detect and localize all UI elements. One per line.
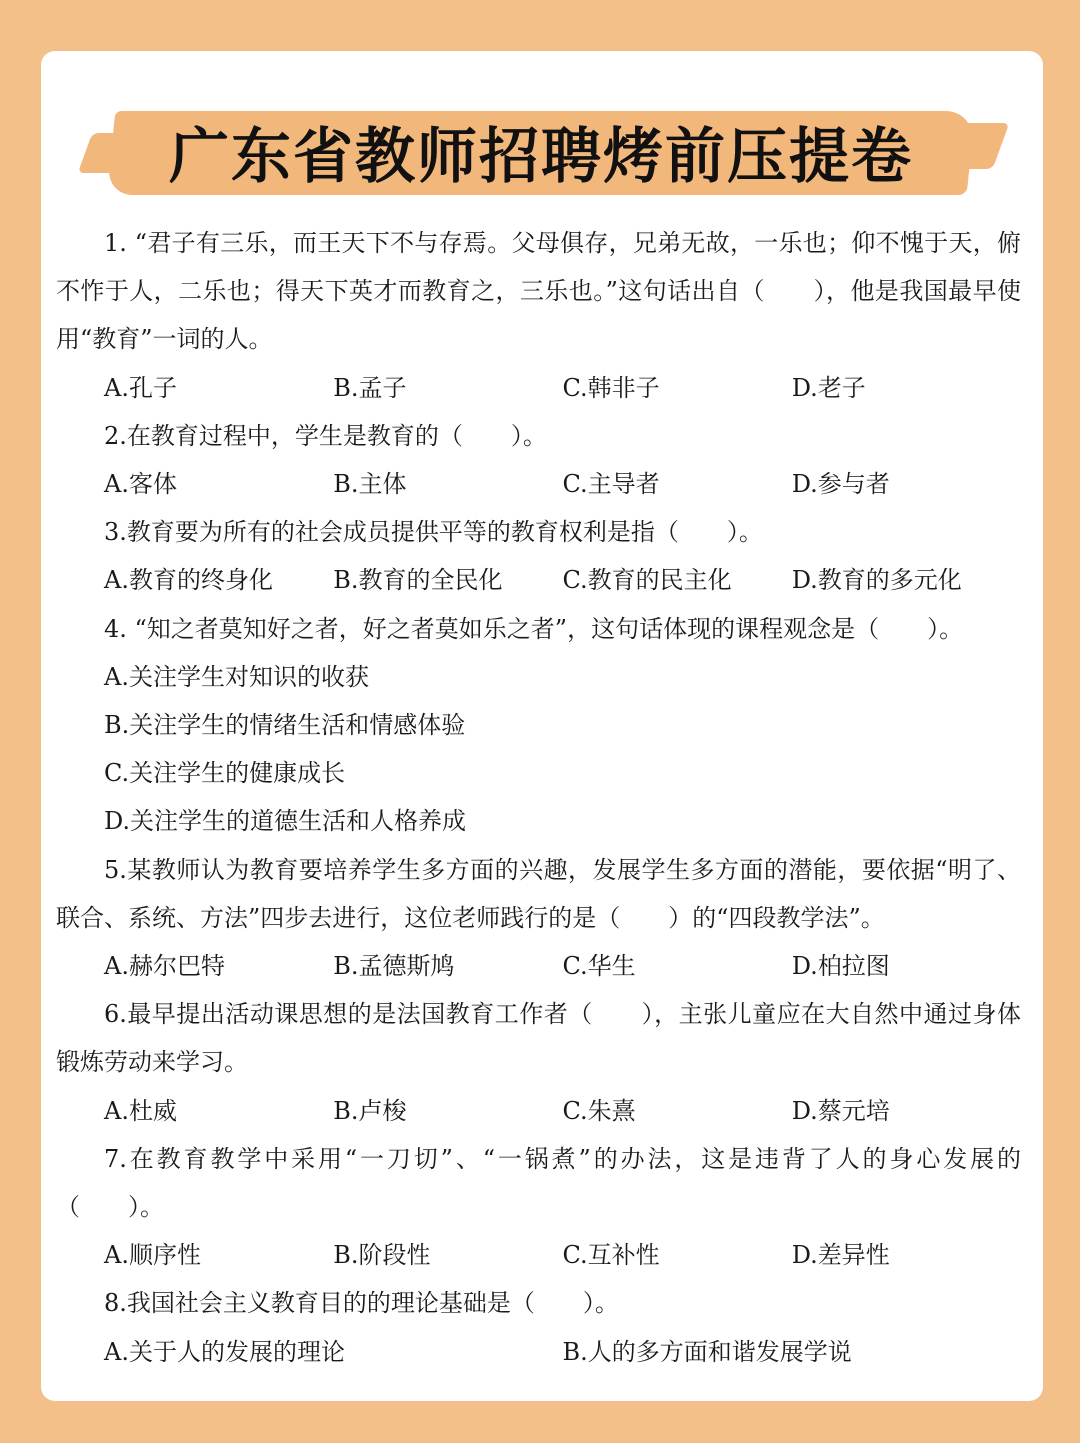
option-7-c: C.互补性 xyxy=(562,1241,660,1270)
question-5: 5.某教师认为教育要培养学生多方面的兴趣，发展学生多方面的潜能，要依据“明了、联合、系统、方法”四步去进行，这位老师践行的是（ ）的“四段教学法”。 xyxy=(56,855,1021,932)
option-1-c: C.韩非子 xyxy=(562,373,660,402)
option-7-a: A.顺序性 xyxy=(104,1241,201,1270)
option-2-b: B.主体 xyxy=(333,470,407,499)
question-6: 6.最早提出活动课思想的是法国教育工作者（ ），主张儿童应在大自然中通过身体锻炼劳动来学习。 xyxy=(56,1000,1021,1077)
option-6-b: B.卢梭 xyxy=(333,1096,407,1125)
option-7-d: D.差异性 xyxy=(791,1241,890,1270)
option-3-a: A.教育的终身化 xyxy=(104,566,273,595)
question-3: 3.教育要为所有的社会成员提供平等的教育权利是指（ ）。 xyxy=(104,518,763,547)
question-8: 8.我国社会主义教育目的的理论基础是（ ）。 xyxy=(104,1289,619,1318)
title-banner xyxy=(71,103,1011,203)
option-1-b: B.孟子 xyxy=(333,373,407,402)
question-2: 2.在教育过程中，学生是教育的（ ）。 xyxy=(104,421,547,450)
question-4: 4. “知之者莫知好之者，好之者莫如乐之者”，这句话体现的课程观念是（ ）。 xyxy=(104,614,964,643)
options-8 xyxy=(56,1328,1021,1376)
option-8-a: A.关于人的发展的理论 xyxy=(104,1337,345,1366)
option-2-c: C.主导者 xyxy=(562,470,660,499)
option-3-c: C.教育的民主化 xyxy=(562,566,732,595)
option-5-d: D.柏拉图 xyxy=(791,952,890,981)
page-title: 广东省教师招聘烤前压提卷 xyxy=(169,122,913,192)
options-6 xyxy=(56,1087,1021,1135)
option-6-a: A.杜威 xyxy=(104,1096,177,1125)
option-1-a: A.孔子 xyxy=(104,373,177,402)
question-list xyxy=(56,219,1021,1376)
option-6-d: D.蔡元培 xyxy=(791,1096,890,1125)
option-8-b: B.人的多方面和谐发展学说 xyxy=(562,1337,852,1366)
options-3 xyxy=(56,556,1021,604)
option-5-b: B.孟德斯鸠 xyxy=(333,952,455,981)
option-2-d: D.参与者 xyxy=(791,470,890,499)
option-5-c: C.华生 xyxy=(562,952,636,981)
question-1: 1. “君子有三乐，而王天下不与存焉。父母俱存，兄弟无故，一乐也；仰不愧于天，俯不怍于人，二乐也；得天下英才而教育之，三乐也。”这句话出自（ ），他是我国最早使用“教育”一词的人。 xyxy=(56,229,1021,354)
option-4-c: C.关注学生的健康成长 xyxy=(104,759,346,788)
options-1 xyxy=(56,364,1021,412)
option-4-b: B.关注学生的情绪生活和情感体验 xyxy=(104,711,466,740)
option-4-a: A.关注学生对知识的收获 xyxy=(104,662,369,691)
option-3-d: D.教育的多元化 xyxy=(791,566,962,595)
options-2 xyxy=(56,460,1021,508)
paper-card xyxy=(41,51,1043,1401)
option-7-b: B.阶段性 xyxy=(333,1241,431,1270)
option-6-c: C.朱熹 xyxy=(562,1096,636,1125)
options-5 xyxy=(56,942,1021,990)
option-1-d: D.老子 xyxy=(791,373,866,402)
question-7: 7.在教育教学中采用“一刀切”、“一锅煮”的办法，这是违背了人的身心发展的（ ）。 xyxy=(56,1144,1021,1222)
options-7 xyxy=(56,1231,1021,1279)
option-5-a: A.赫尔巴特 xyxy=(104,952,225,981)
option-2-a: A.客体 xyxy=(104,470,177,499)
option-3-b: B.教育的全民化 xyxy=(333,566,503,595)
option-4-d: D.关注学生的道德生活和人格养成 xyxy=(104,807,467,836)
